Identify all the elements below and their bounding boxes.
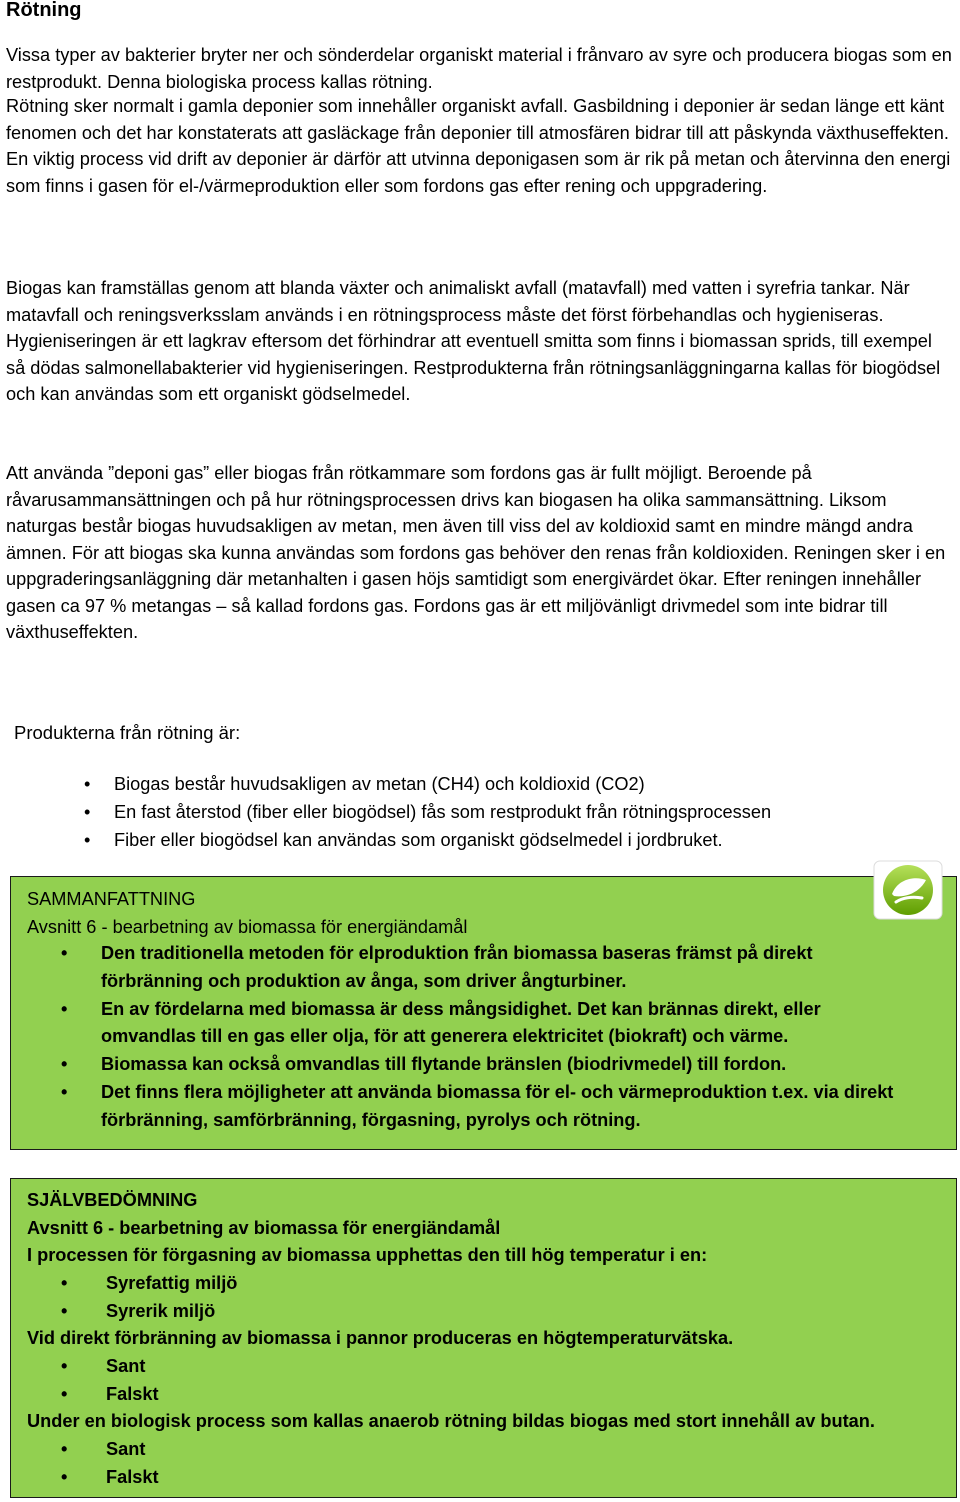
bullet-icon: •	[61, 1439, 68, 1459]
list-item	[61, 940, 901, 996]
answer-option-label: Syrefattig miljö	[106, 1273, 238, 1293]
list-item	[61, 996, 901, 1052]
list-item-text: Det finns flera möjligheter att använda biomassa för el- och värmeproduktion t.ex. via direkt förbränning, samförbränning, förgasning, pyrolys och rötning.	[101, 1081, 894, 1130]
self-assessment-box	[10, 1178, 957, 1498]
bullet-icon: •	[84, 802, 91, 822]
paragraph-4: Att använda ”deponi gas” eller biogas från rötkammare som fordons gas är fullt möjligt. Beroende på råvarusammansättningen och på hur rötningsprocessen drivs kan biogasen ha olika sammansättning. Liksom naturgas består biogas huvudsakligen av metan, men även till viss del av koldioxid samt en mindre mängd andra ämnen. För att biogas ska kunna användas som fordons gas behöver den renas från koldioxiden. Reningen sker i en uppgraderingsanläggning där metanhalten i gasen höjs samtidigt som energivärdet ökar. Efter reningen innehåller gasen ca 97 % metangas – så kallad fordons gas. Fordons gas är ett miljövänligt drivmedel som inte bidrar till växthuseffekten.	[6, 463, 946, 642]
list-item-text: Biomassa kan också omvandlas till flytande bränslen (biodrivmedel) till fordon.	[101, 1054, 787, 1075]
question-3: Under en biologisk process som kallas anaerob rötning bildas biogas med stort innehåll av butan.	[27, 1411, 875, 1431]
list-item	[61, 1079, 901, 1135]
list-item-text: Biogas består huvudsakligen av metan (CH4) och koldioxid (CO2)	[114, 774, 645, 794]
question-2-options	[61, 1353, 159, 1408]
question-3-options	[61, 1436, 159, 1491]
products-list	[84, 770, 944, 854]
bullet-icon: •	[61, 1356, 68, 1376]
leaf-logo-icon	[868, 858, 948, 922]
self-assessment-subtitle: Avsnitt 6 - bearbetning av biomassa för energiändamål	[27, 1218, 501, 1238]
list-item-text: Fiber eller biogödsel kan användas som organiskt gödselmedel i jordbruket.	[114, 830, 723, 850]
list-item	[84, 826, 944, 854]
section-heading: Rötning	[6, 0, 82, 21]
paragraph-2: Rötning sker normalt i gamla deponier som innehåller organiskt avfall. Gasbildning i deponier är sedan länge ett känt fenomen och det har konstaterats att gasläckage från deponier till atmosfären bidrar till att påskynda växthuseffekten. En viktig process vid drift av deponier är därför att utvinna deponigasen som är rik på metan och återvinna den energi som finns i gasen för el-/värmeproduktion eller som fordons gas efter rening och uppgradering.	[6, 96, 951, 196]
summary-box	[10, 876, 957, 1150]
list-item-text: En av fördelarna med biomassa är dess mångsidighet. Det kan brännas direkt, eller omvandlas till en gas eller olja, för att generera elektricitet (biokraft) och värme.	[101, 998, 821, 1047]
bullet-icon: •	[84, 830, 91, 850]
list-item-text: Den traditionella metoden för elproduktion från biomassa baseras främst på direkt förbränning och produktion av ånga, som driver ångturbiner.	[101, 943, 813, 991]
answer-option-label: Sant	[106, 1356, 146, 1376]
products-intro: Produkterna från rötning är:	[14, 722, 241, 743]
bullet-icon: •	[61, 1273, 68, 1293]
answer-option-label: Syrerik miljö	[106, 1300, 216, 1321]
question-1-options	[61, 1270, 237, 1325]
answer-option[interactable]	[61, 1381, 159, 1409]
bullet-icon: •	[84, 774, 91, 794]
list-item	[84, 770, 944, 798]
bullet-icon: •	[61, 1054, 68, 1075]
question-1: I processen för förgasning av biomassa upphettas den till hög temperatur i en:	[27, 1245, 708, 1265]
summary-subtitle: Avsnitt 6 - bearbetning av biomassa för energiändamål	[27, 917, 468, 937]
answer-option[interactable]	[61, 1353, 159, 1381]
bullet-icon: •	[61, 1300, 68, 1321]
answer-option[interactable]	[61, 1436, 159, 1464]
self-assessment-title: SJÄLVBEDÖMNING	[27, 1190, 198, 1210]
answer-option-label: Falskt	[106, 1466, 159, 1487]
list-item	[84, 798, 944, 826]
answer-option[interactable]	[61, 1270, 237, 1298]
paragraph-3: Biogas kan framställas genom att blanda växter och animaliskt avfall (matavfall) med vatten i syrefria tankar. När matavfall och reningsverksslam används i en rötningsprocess måste det först förbehandlas och hygieniseras. Hygieniseringen är ett lagkrav eftersom det förhindrar att eventuell smitta som finns i biomassan sprids, till exempel så dödas salmonellabakterier vid hygieniseringen. Restprodukterna från rötningsanläggningarna kallas för biogödsel och kan användas som ett organiskt gödselmedel.	[6, 278, 941, 404]
bullet-icon: •	[61, 998, 68, 1019]
question-2: Vid direkt förbränning av biomassa i pannor produceras en högtemperaturvätska.	[27, 1328, 734, 1348]
list-item	[61, 1051, 901, 1079]
summary-title: SAMMANFATTNING	[27, 889, 196, 909]
paragraph-1: Vissa typer av bakterier bryter ner och sönderdelar organiskt material i frånvaro av syre och producera biogas som en restprodukt. Denna biologiska process kallas rötning.	[6, 45, 952, 92]
bullet-icon: •	[61, 943, 68, 963]
list-item-text: En fast återstod (fiber eller biogödsel) fås som restprodukt från rötningsprocessen	[114, 802, 772, 822]
summary-list	[61, 940, 901, 1135]
answer-option-label: Sant	[106, 1439, 146, 1459]
bullet-icon: •	[61, 1466, 68, 1487]
bullet-icon: •	[61, 1081, 68, 1102]
answer-option[interactable]	[61, 1464, 159, 1492]
answer-option[interactable]	[61, 1298, 237, 1326]
bullet-icon: •	[61, 1383, 68, 1404]
answer-option-label: Falskt	[106, 1383, 159, 1404]
